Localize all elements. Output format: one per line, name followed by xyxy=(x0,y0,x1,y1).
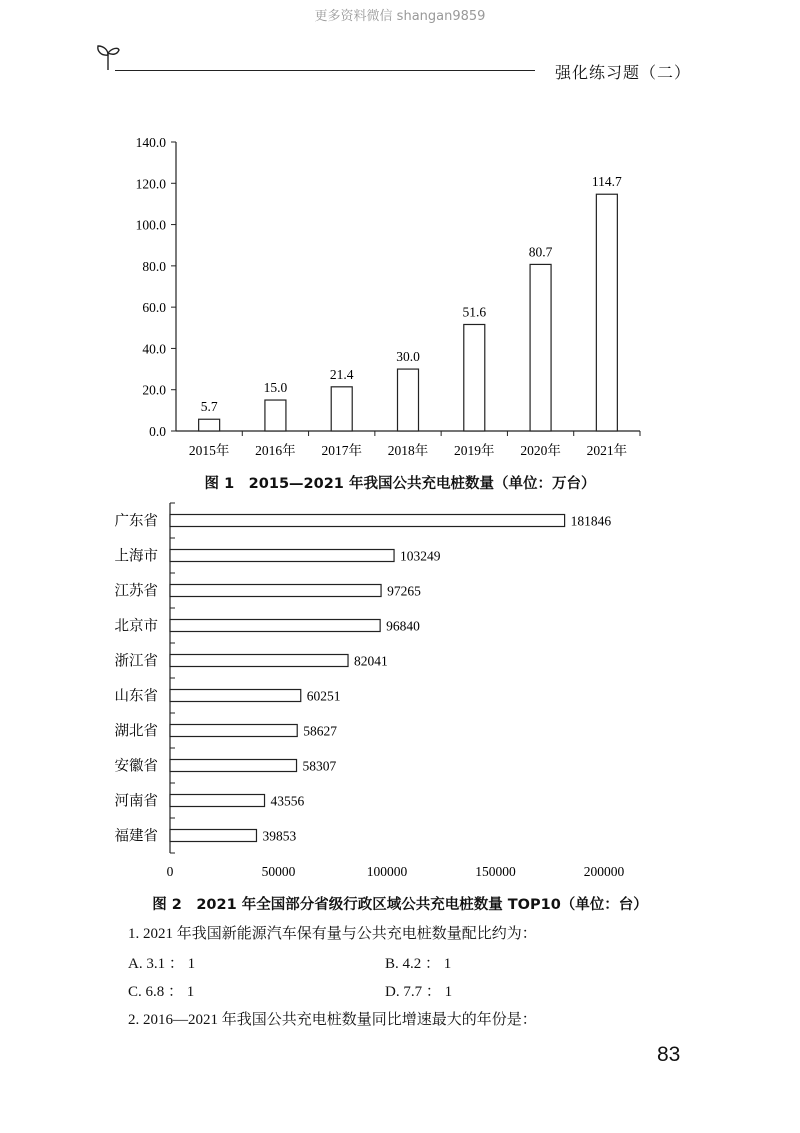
chart2-category-label: 广东省 xyxy=(114,513,158,530)
chart1-x-tick-label: 2015年 xyxy=(188,443,230,458)
chart2-category-label: 上海市 xyxy=(114,548,158,565)
question-1-option-d: D. 7.7 ： 1 xyxy=(385,984,453,1000)
chart1-bar xyxy=(331,387,352,431)
question-1-option-c: C. 6.8 ： 1 xyxy=(128,984,195,1000)
page-number: 83 xyxy=(657,1043,681,1066)
chart1-y-tick-label: 120.0 xyxy=(135,176,166,192)
chart1-x-tick-label: 2016年 xyxy=(255,443,296,458)
question-1-option-b: B. 4.2 ： 1 xyxy=(385,956,452,972)
chart1-bar xyxy=(464,324,485,431)
chart2-bar xyxy=(170,830,256,842)
chart1-y-tick-label: 60.0 xyxy=(142,300,166,316)
chart2-bar xyxy=(170,550,394,562)
chart2-category-label: 河南省 xyxy=(114,793,158,810)
chart1-bar xyxy=(398,369,419,431)
chart2-horizontal-bar xyxy=(115,503,625,879)
chart2-bar xyxy=(170,725,297,737)
chart2-category-label: 北京市 xyxy=(114,618,158,635)
chart1-y-tick-label: 140.0 xyxy=(135,135,166,150)
chart2-value-label: 39853 xyxy=(262,828,297,844)
chart2-category-label: 浙江省 xyxy=(114,653,158,670)
chart2-bar xyxy=(170,515,565,527)
chart2-value-label: 103249 xyxy=(400,548,441,564)
question-1-option-a: A. 3.1 ： 1 xyxy=(128,956,196,972)
watermark: 更多资料微信 shangan9859 xyxy=(314,9,486,24)
section-title: 强化练习题（二） xyxy=(555,63,692,82)
chart2-category-label: 安徽省 xyxy=(114,758,158,775)
question-2: 2. 2016—2021 年我国公共充电桩数量同比增速最大的年份是： xyxy=(128,1012,537,1028)
chart1-y-tick-label: 80.0 xyxy=(142,258,166,274)
chart1-x-tick-label: 2020年 xyxy=(520,443,561,458)
chart2-bar xyxy=(170,655,348,667)
chart1-value-label: 5.7 xyxy=(200,399,218,415)
chart1-y-tick-label: 40.0 xyxy=(142,341,166,357)
chart2-value-label: 60251 xyxy=(306,688,341,704)
chart2-x-tick-label: 100000 xyxy=(366,864,408,879)
chart1-value-label: 80.7 xyxy=(528,244,553,260)
chart1-bar xyxy=(199,419,220,431)
chart2-value-label: 181846 xyxy=(570,513,612,529)
chart2-value-label: 96840 xyxy=(386,618,420,634)
chart2-category-label: 湖北省 xyxy=(114,723,158,740)
chart2-category-label: 山东省 xyxy=(114,688,158,705)
chart1-caption: 图 1 2015—2021 年我国公共充电桩数量（单位：万台） xyxy=(204,476,596,492)
chart2-category-label: 江苏省 xyxy=(114,583,158,600)
chart2-bar xyxy=(170,795,265,807)
chart1-bar xyxy=(530,264,551,431)
chart1-value-label: 51.6 xyxy=(462,304,487,320)
question-1: 1. 2021 年我国新能源汽车保有量与公共充电桩数量配比约为： xyxy=(128,926,537,942)
chart2-bar xyxy=(170,690,301,702)
chart2-bar xyxy=(170,620,380,632)
chart1-bar xyxy=(265,400,286,431)
chart1-x-tick-label: 2021年 xyxy=(586,443,628,458)
chart2-caption: 图 2 2021 年全国部分省级行政区域公共充电桩数量 TOP10（单位：台） xyxy=(152,897,648,913)
chart1-value-label: 30.0 xyxy=(396,349,420,365)
chart1-x-tick-label: 2018年 xyxy=(387,443,429,458)
chart2-x-tick-label: 150000 xyxy=(475,864,516,879)
chart2-x-tick-label: 0 xyxy=(166,864,174,879)
chart1-value-label: 114.7 xyxy=(591,174,622,190)
chart2-bar xyxy=(170,585,381,597)
chart2-value-label: 82041 xyxy=(354,653,388,669)
chart1-x-tick-label: 2019年 xyxy=(454,443,495,458)
chart2-value-label: 43556 xyxy=(270,793,305,809)
chart1-y-tick-label: 20.0 xyxy=(142,382,166,398)
chart1-bar xyxy=(596,194,617,431)
chart1-value-label: 15.0 xyxy=(263,380,288,396)
chart1-x-tick-label: 2017年 xyxy=(321,443,362,458)
chart1-y-tick-label: 0.0 xyxy=(149,424,166,439)
chart1-y-tick-label: 100.0 xyxy=(135,217,166,233)
chart2-value-label: 58307 xyxy=(302,758,337,774)
chart1-vertical-bar xyxy=(136,135,640,458)
chart2-x-tick-label: 50000 xyxy=(261,864,296,879)
chart2-value-label: 58627 xyxy=(303,723,337,739)
chart2-value-label: 97265 xyxy=(387,583,421,599)
chart2-x-tick-label: 200000 xyxy=(583,864,625,879)
chart2-bar xyxy=(170,760,297,772)
chart2-category-label: 福建省 xyxy=(114,828,158,845)
chart1-value-label: 21.4 xyxy=(329,366,354,382)
